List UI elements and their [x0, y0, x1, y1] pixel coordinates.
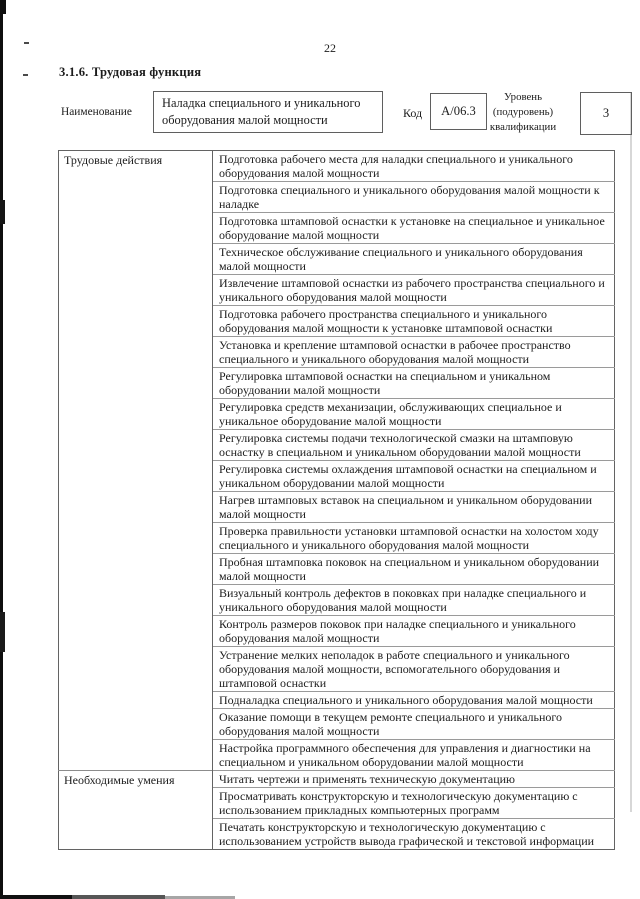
- table-cell: Пробная штамповка поковок на специальном и уникальном оборудовании малой мощности: [213, 554, 615, 585]
- table-cell: Нагрев штамповых вставок на специальном и уникальном оборудовании малой мощности: [213, 492, 615, 523]
- table-cell: Регулировка штамповой оснастки на специальном и уникальном оборудовании малой мощности: [213, 368, 615, 399]
- table-cell: Подготовка рабочего места для наладки специального и уникального оборудования малой мощности: [219, 152, 573, 180]
- page-number: 22: [324, 41, 336, 55]
- labour-function-table: [58, 150, 615, 850]
- function-level-label: Уровень (подуровень) квалификации: [489, 91, 557, 133]
- table-cell: Визуальный контроль дефектов в поковках при наладке специального и уникального оборудования малой мощности: [213, 585, 615, 616]
- scan-dash-artifact: [23, 74, 28, 76]
- table-cell: Подналадка специального и уникального оборудования малой мощности: [213, 692, 615, 709]
- table-cell: Просматривать конструкторскую и технологическую документацию с использованием прикладных компьютерных программ: [213, 788, 615, 819]
- scan-edge-artifact-left: [0, 0, 3, 899]
- scan-bottom-bar-artifact: [0, 895, 72, 899]
- table-cell: Оказание помощи в текущем ремонте специального и уникального оборудования малой мощности: [213, 709, 615, 740]
- scan-bottom-bar-artifact: [72, 895, 165, 899]
- function-code-label: Код: [403, 106, 423, 120]
- table-cell: Подготовка штамповой оснастки к установке на специальное и уникальное оборудование малой мощности: [213, 213, 615, 244]
- table-cell: Проверка правильности установки штамповой оснастки на холостом ходу специального и уникального оборудования малой мощности: [213, 523, 615, 554]
- table-cell: Извлечение штамповой оснастки из рабочего пространства специального и уникального оборудования малой мощности: [213, 275, 615, 306]
- table-cell: Подготовка специального и уникального оборудования малой мощности к наладке: [213, 182, 615, 213]
- scan-edge-artifact-right: [630, 92, 632, 812]
- table-cell: Техническое обслуживание специального и уникального оборудования малой мощности: [213, 244, 615, 275]
- table-cell: Регулировка средств механизации, обслуживающих специальное и уникальное оборудование малой мощности: [213, 399, 615, 430]
- function-name-box: Наладка специального и уникального оборудования малой мощности: [153, 91, 383, 133]
- scan-edge-artifact-notch-mid: [0, 200, 5, 224]
- table-row: [59, 151, 615, 182]
- table-cell: Читать чертежи и применять техническую документацию: [213, 771, 615, 788]
- section-label-required-skills: Необходимые умения: [59, 771, 213, 850]
- section-label-labour-actions: Трудовые действия: [59, 151, 213, 771]
- function-code-box: А/06.3: [430, 93, 487, 130]
- table-cell: Регулировка системы подачи технологической смазки на штамповую оснастку в специальном и уникальном оборудовании малой мощности: [213, 430, 615, 461]
- table-cell: Настройка программного обеспечения для управления и диагностики на специальном и уникальном оборудовании малой мощности: [213, 740, 615, 771]
- scan-edge-artifact-notch-low: [0, 612, 5, 652]
- section-heading: 3.1.6. Трудовая функция: [59, 65, 202, 79]
- function-level-box: 3: [580, 92, 632, 135]
- scan-edge-artifact-notch-top: [0, 0, 6, 14]
- table-cell: Установка и крепление штамповой оснастки в рабочее пространство специального и уникального оборудования малой мощности: [213, 337, 615, 368]
- table-cell: Подготовка рабочего пространства специального и уникального оборудования малой мощности к установке штамповой оснастки: [213, 306, 615, 337]
- function-name-label: Наименование: [61, 106, 132, 118]
- table-row: [59, 771, 615, 788]
- table-cell: Устранение мелких неполадок в работе специального и уникального оборудования малой мощности, вспомогательного оборудования и штамповой оснастки: [213, 647, 615, 692]
- table-cell: Контроль размеров поковок при наладке специального и уникального оборудования малой мощности: [213, 616, 615, 647]
- table-cell: Печатать конструкторскую и технологическую документацию с использованием устройств вывода графической и текстовой информации: [213, 819, 615, 850]
- table-cell: Регулировка системы охлаждения штамповой оснастки на специальном и уникальном оборудовании малой мощности: [213, 461, 615, 492]
